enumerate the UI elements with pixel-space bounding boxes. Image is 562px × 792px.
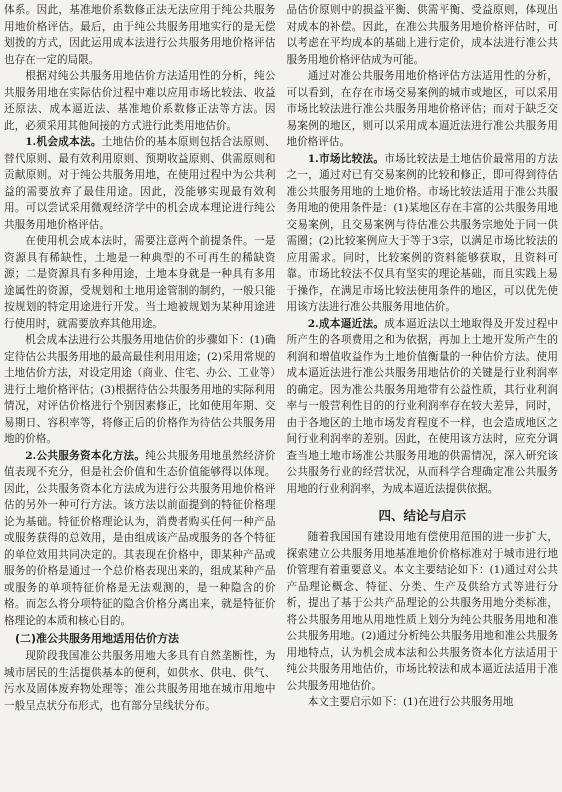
paragraph-lead: 2.公共服务资本化方法。 [25,449,146,462]
paragraph: 在使用机会成本法时，需要注意两个前提条件。一是资源具有稀缺性，土地是一种典型的不可再生的稀缺资源；二是资源具有多种用途，土地本身就是一种具有多用途属性的资源，受规划和土地用途管制的制约，一般只能按规划的特定用途进行开发。当土地被规划为某种用途进行使用时，就需要放弃其他用途。 [4,235,276,330]
paragraph-text: 成本逼近法以土地取得及开发过程中所产生的各项费用之和为依据，再加上土地开发所产生的利润和增值收益作为土地价值衡量的一种估价方法。使用成本逼近法进行准公共服务用地估价的关键是行业利润率的确定。因为准公共服务用地带有公益性质，其行业利润率与一般营利性目的的行业利润率存在较大差异，同时，由于各地区的土地市场发育程度不一样，也会造成地区之间行业利润率的差别。因此，在使用该方法时，应充分调查当地土地市场准公共服务用地的供需情况，深入研究该公共服务行业的经营状况，从而科学合理确定准公共服务用地的行业利润率，为成本逼近法提供依据。 [286,317,558,495]
paragraph-lead: 2.成本逼近法。 [307,317,385,330]
paragraph-cost-approach [287,316,559,498]
paragraph: 现阶段我国准公共服务用地大多具有自然垄断性，为城市居民的生活提供基本的便利，如供水、供电、供气、污水及固体废弃物处理等；准公共服务用地在城市用地中一般呈点状分布形式，也有部分呈线状分布。 [4,650,276,712]
right-column [287,2,559,790]
section-heading: 四、结论与启示 [378,508,466,523]
paragraph: 品估价原则中的损益平衡、供需平衡、受益原则，体现出对成本的补偿。因此，在准公共服务用地价格评估时，可以考虑在平均成本的基础上进行定价，成本法进行准公共服务用地价格评估成为可能。 [286,4,558,66]
paragraph-lead: 1.机会成本法。 [25,136,102,148]
left-column [4,2,276,790]
paragraph-capitalization [4,448,276,630]
subsection-heading: (二)准公共服务用地适用估价方法 [15,632,180,645]
paragraph-market-comparison [287,151,559,316]
paragraph-text: 纯公共服务用地虽然经济价值表现不充分，但是社会价值和生态价值能够得以体现。因此，公共服务资本化方法成为进行公共服务用地价格评估的另外一种可行方法。该方法以前面提到的特征价格理论为基础。特征价格理论认为，消费者购买任何一种产品或服务获得的总效用，是由组成该产品或服务的各个特征的单位效用共同决定的。其表现在价格中，即某种产品或服务的价格是通过一个总价格表现出来的，组成某种产品或服务的单项特征价格是无法观测的，是一种隐含的价格。而怎么将分项特征的隐含价格分离出来，就是特征价格理论的本质和核心目的。 [4,449,276,627]
paragraph-opportunity-cost [4,134,276,233]
paragraph: 本文主要启示如下：(1)在进行公共服务用地 [307,696,514,708]
paragraph: 机会成本法进行公共服务用地估价的步骤如下：(1)确定待估公共服务用地的最高最佳利用用途；(2)采用常规的土地估价方法，对设定用途（商业、住宅、办公、工业等）进行土地价格评估；(3)根据待估公共服务用地的实际利用情况，对评估价格进行个别因素修正，比如使用年期、交易期日、容积率等，将修正后的价格作为待估公共服务用地的价格。 [4,334,276,445]
paragraph: 随着我国国有建设用地有偿使用范围的进一步扩大，探索建立公共服务用地基准地价价格标准对于城市进行地价管理有着重要意义。本文主要结论如下：(1)通过对公共产品理论概念、特征、分类、生产及供给方式等进行分析，提出了基于公共产品理论的公共服务用地分类标准，将公共服务用地从用地性质上划分为纯公共服务用地和准公共服务用地。(2)通过分析纯公共服务用地和准公共服务用地特点，认为机会成本法和公共服务资本化方法适用于纯公共服务用地估价，市场比较法和成本逼近法适用于准公共服务用地估价。 [286,531,558,692]
paragraph: 通过对准公共服务用地价格评估方法适用性的分析，可以看到，在存在市场交易案例的城市或地区，可以采用市场比较法进行准公共服务用地价格评估；而对于缺乏交易案例的地区，则可以采用成本逼近法进行准公共服务用地价格评估。 [286,70,558,148]
paragraph-lead: 1.市场比较法。 [307,152,385,165]
paragraph-text: 土地估价的基本原则包括合法原则、替代原则、最有效利用原则、预期收益原则、供需原则和贡献原则。对于纯公共服务用地，在使用过程中为公共利益的需要放弃了最佳用途。因此，没能够实现最有效利用。可以尝试采用微观经济学中的机会成本理论进行纯公共服务用地价格评估。 [4,136,276,231]
document-page [4,2,558,790]
paragraph: 体系。因此，基准地价系数修正法无法应用于纯公共服务用地价格评估。最后，由于纯公共服务用地实行的是无偿划拨的方式，因此运用成本法进行公共服务用地价格评估也存在一定的局限。 [4,4,276,66]
paragraph: 根据对纯公共服务用地估价方法适用性的分析，纯公共服务用地在实际估价过程中难以应用市场比较法、收益还原法、成本逼近法、基准地价系数修正法等方法。因此，必须采用其他间接的方式进行此类用地估价。 [4,70,276,132]
paragraph-text: 市场比较法是土地估价最常用的方法之一，通过对已有交易案例的比较和修正，即可得到待估准公共服务用地的土地价格。市场比较法适用于准公共服务用地的使用条件是：(1)某地区存在丰富的公共服务用地交易案例，且交易案例与待估准公共服务宗地处于同一供需圈；(2)比较案例应大于等于3宗，以满足市场比较法的应用需求。同时，比较案例的资料能够获取，且资料可靠。市场比较法不仅具有坚实的理论基础，而且实践上易于操作，在满足市场比较法使用条件的地区，可以优先使用该方法进行准公共服务用地估价。 [286,152,558,313]
